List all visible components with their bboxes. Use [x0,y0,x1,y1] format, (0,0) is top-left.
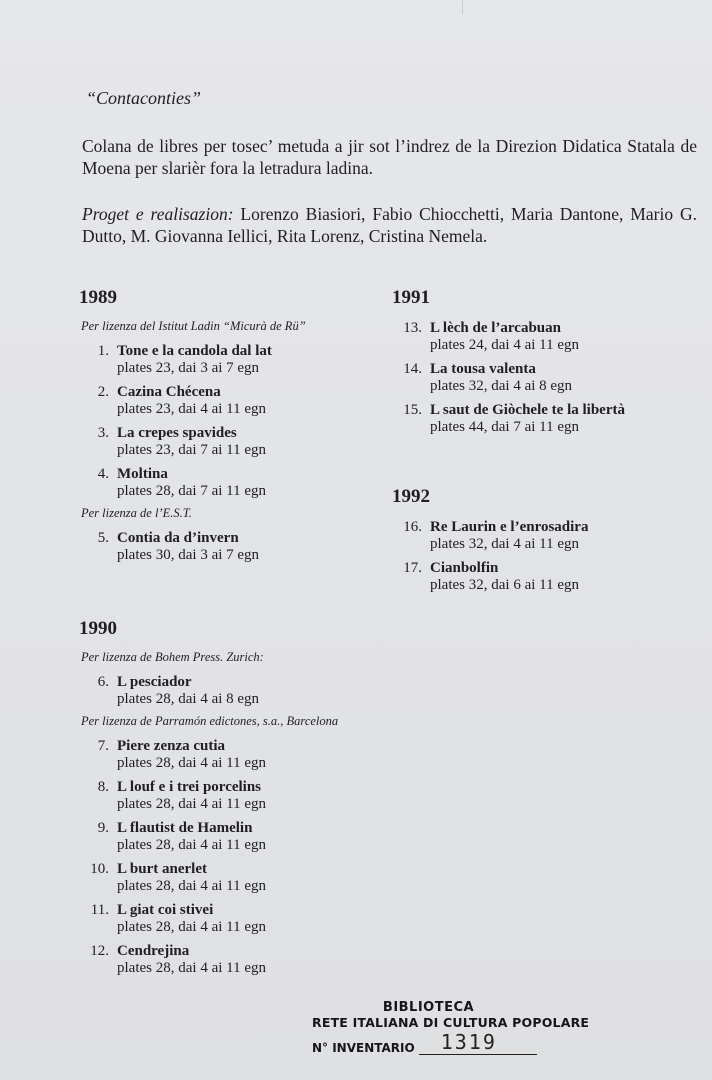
book-number: 13. [403,320,422,336]
book-number: 6. [97,674,109,690]
book-title: Cianbolfin [430,560,499,576]
book-details: plates 24, dai 4 ai 11 egn [430,337,579,353]
book-details: plates 32, dai 6 ai 11 egn [430,577,579,593]
book-details: plates 23, dai 7 ai 11 egn [117,442,266,458]
book-details: plates 28, dai 4 ai 11 egn [117,796,266,812]
stamp-inventory-number: 1319 [440,1030,497,1054]
stamp-inventory [312,1030,537,1055]
book-item [392,319,702,354]
book-details: plates 32, dai 4 ai 11 egn [430,536,579,552]
stamp-inventory-field [419,1030,537,1055]
book-number: 8. [97,779,109,795]
book-item [79,383,389,418]
book-title: L flautist de Hamelin [117,820,253,836]
license-note: Per lizenza de Parramón edictones, s.a., Barcelona [81,714,339,728]
book-item [392,401,702,436]
book-title: Piere zenza cutia [117,738,226,754]
right-column [392,287,702,600]
book-item [79,901,389,936]
stamp-inventory-label: N° INVENTARIO [312,1041,415,1055]
book-item [79,465,389,500]
book-number: 17. [403,560,422,576]
book-title: L burt anerlet [117,861,207,877]
book-title: Contia da d’invern [117,530,239,546]
book-number: 4. [97,466,109,482]
book-number: 16. [403,519,422,535]
year-heading: 1990 [79,618,117,639]
book-number: 14. [403,361,422,377]
book-details: plates 30, dai 3 ai 7 egn [117,547,260,563]
book-title: L giat coi stivei [117,902,214,918]
book-number: 15. [403,402,422,418]
series-title: “Contaconties” [86,88,202,108]
book-item [79,819,389,854]
book-item [79,424,389,459]
book-number: 7. [97,738,109,754]
book-title: Tone e la candola dal lat [117,343,272,359]
series-description: Colana de libres per tosec’ metuda a jir sot l’indrez de la Direzion Didatica Statala de Moena per slarièr fora la letradura ladina. [82,136,697,178]
book-details: plates 28, dai 4 ai 11 egn [117,755,266,771]
book-title: L pesciador [117,674,192,690]
book-number: 3. [97,425,109,441]
book-details: plates 32, dai 4 ai 8 egn [430,378,573,394]
book-title: L lèch de l’arcabuan [430,320,561,336]
book-number: 10. [90,861,109,877]
book-number: 11. [90,902,109,918]
book-number: 9. [97,820,109,836]
book-title: Moltina [117,466,168,482]
book-details: plates 44, dai 7 ai 11 egn [430,419,579,435]
license-note: Per lizenza de Bohem Press. Zurich: [81,650,264,664]
book-item [79,529,389,564]
book-title: L saut de Giòchele te la libertà [430,402,625,418]
book-item [79,778,389,813]
book-item [79,673,389,708]
book-details: plates 23, dai 3 ai 7 egn [117,360,260,376]
book-details: plates 28, dai 4 ai 11 egn [117,960,266,976]
book-number: 2. [97,384,109,400]
year-heading: 1991 [392,287,430,308]
page-mark [462,0,463,14]
book-title: Cendrejina [117,943,190,959]
book-item [79,942,389,977]
credits-names: Lorenzo Biasiori, Fabio Chiocchetti, Maria Dantone, Mario G. Dutto, M. Giovanna Iellici, Rita Lorenz, Cristina Nemela. [82,204,697,246]
book-details: plates 28, dai 4 ai 8 egn [117,691,260,707]
book-item [392,559,702,594]
book-details: plates 28, dai 4 ai 11 egn [117,878,266,894]
book-number: 12. [90,943,109,959]
left-column [79,287,389,983]
credits [82,203,697,247]
book-title: Re Laurin e l’enrosadira [430,519,589,535]
year-heading: 1989 [79,287,117,308]
book-item [79,737,389,772]
license-note: Per lizenza de l’E.S.T. [81,506,192,520]
book-item [392,360,702,395]
book-title: L louf e i trei porcelins [117,779,262,795]
year-heading: 1992 [392,486,430,507]
stamp-library-name: BIBLIOTECA [382,1000,475,1015]
book-details: plates 28, dai 4 ai 11 egn [117,837,266,853]
book-item [392,518,702,553]
book-number: 1. [97,343,109,359]
book-title: La tousa valenta [430,361,536,377]
book-number: 5. [97,530,109,546]
book-details: plates 23, dai 4 ai 11 egn [117,401,266,417]
book-title: Cazina Chécena [117,384,221,400]
book-title: La crepes spavides [117,425,237,441]
stamp-network-name: RETE ITALIANA DI CULTURA POPOLARE [312,1015,590,1030]
credits-label: Proget e realisazion: [82,204,234,224]
book-details: plates 28, dai 4 ai 11 egn [117,919,266,935]
book-item [79,860,389,895]
book-item [79,342,389,377]
license-note: Per lizenza del Istitut Ladin “Micurà de Rü” [81,319,306,333]
book-details: plates 28, dai 7 ai 11 egn [117,483,266,499]
library-stamp [312,1000,590,1055]
